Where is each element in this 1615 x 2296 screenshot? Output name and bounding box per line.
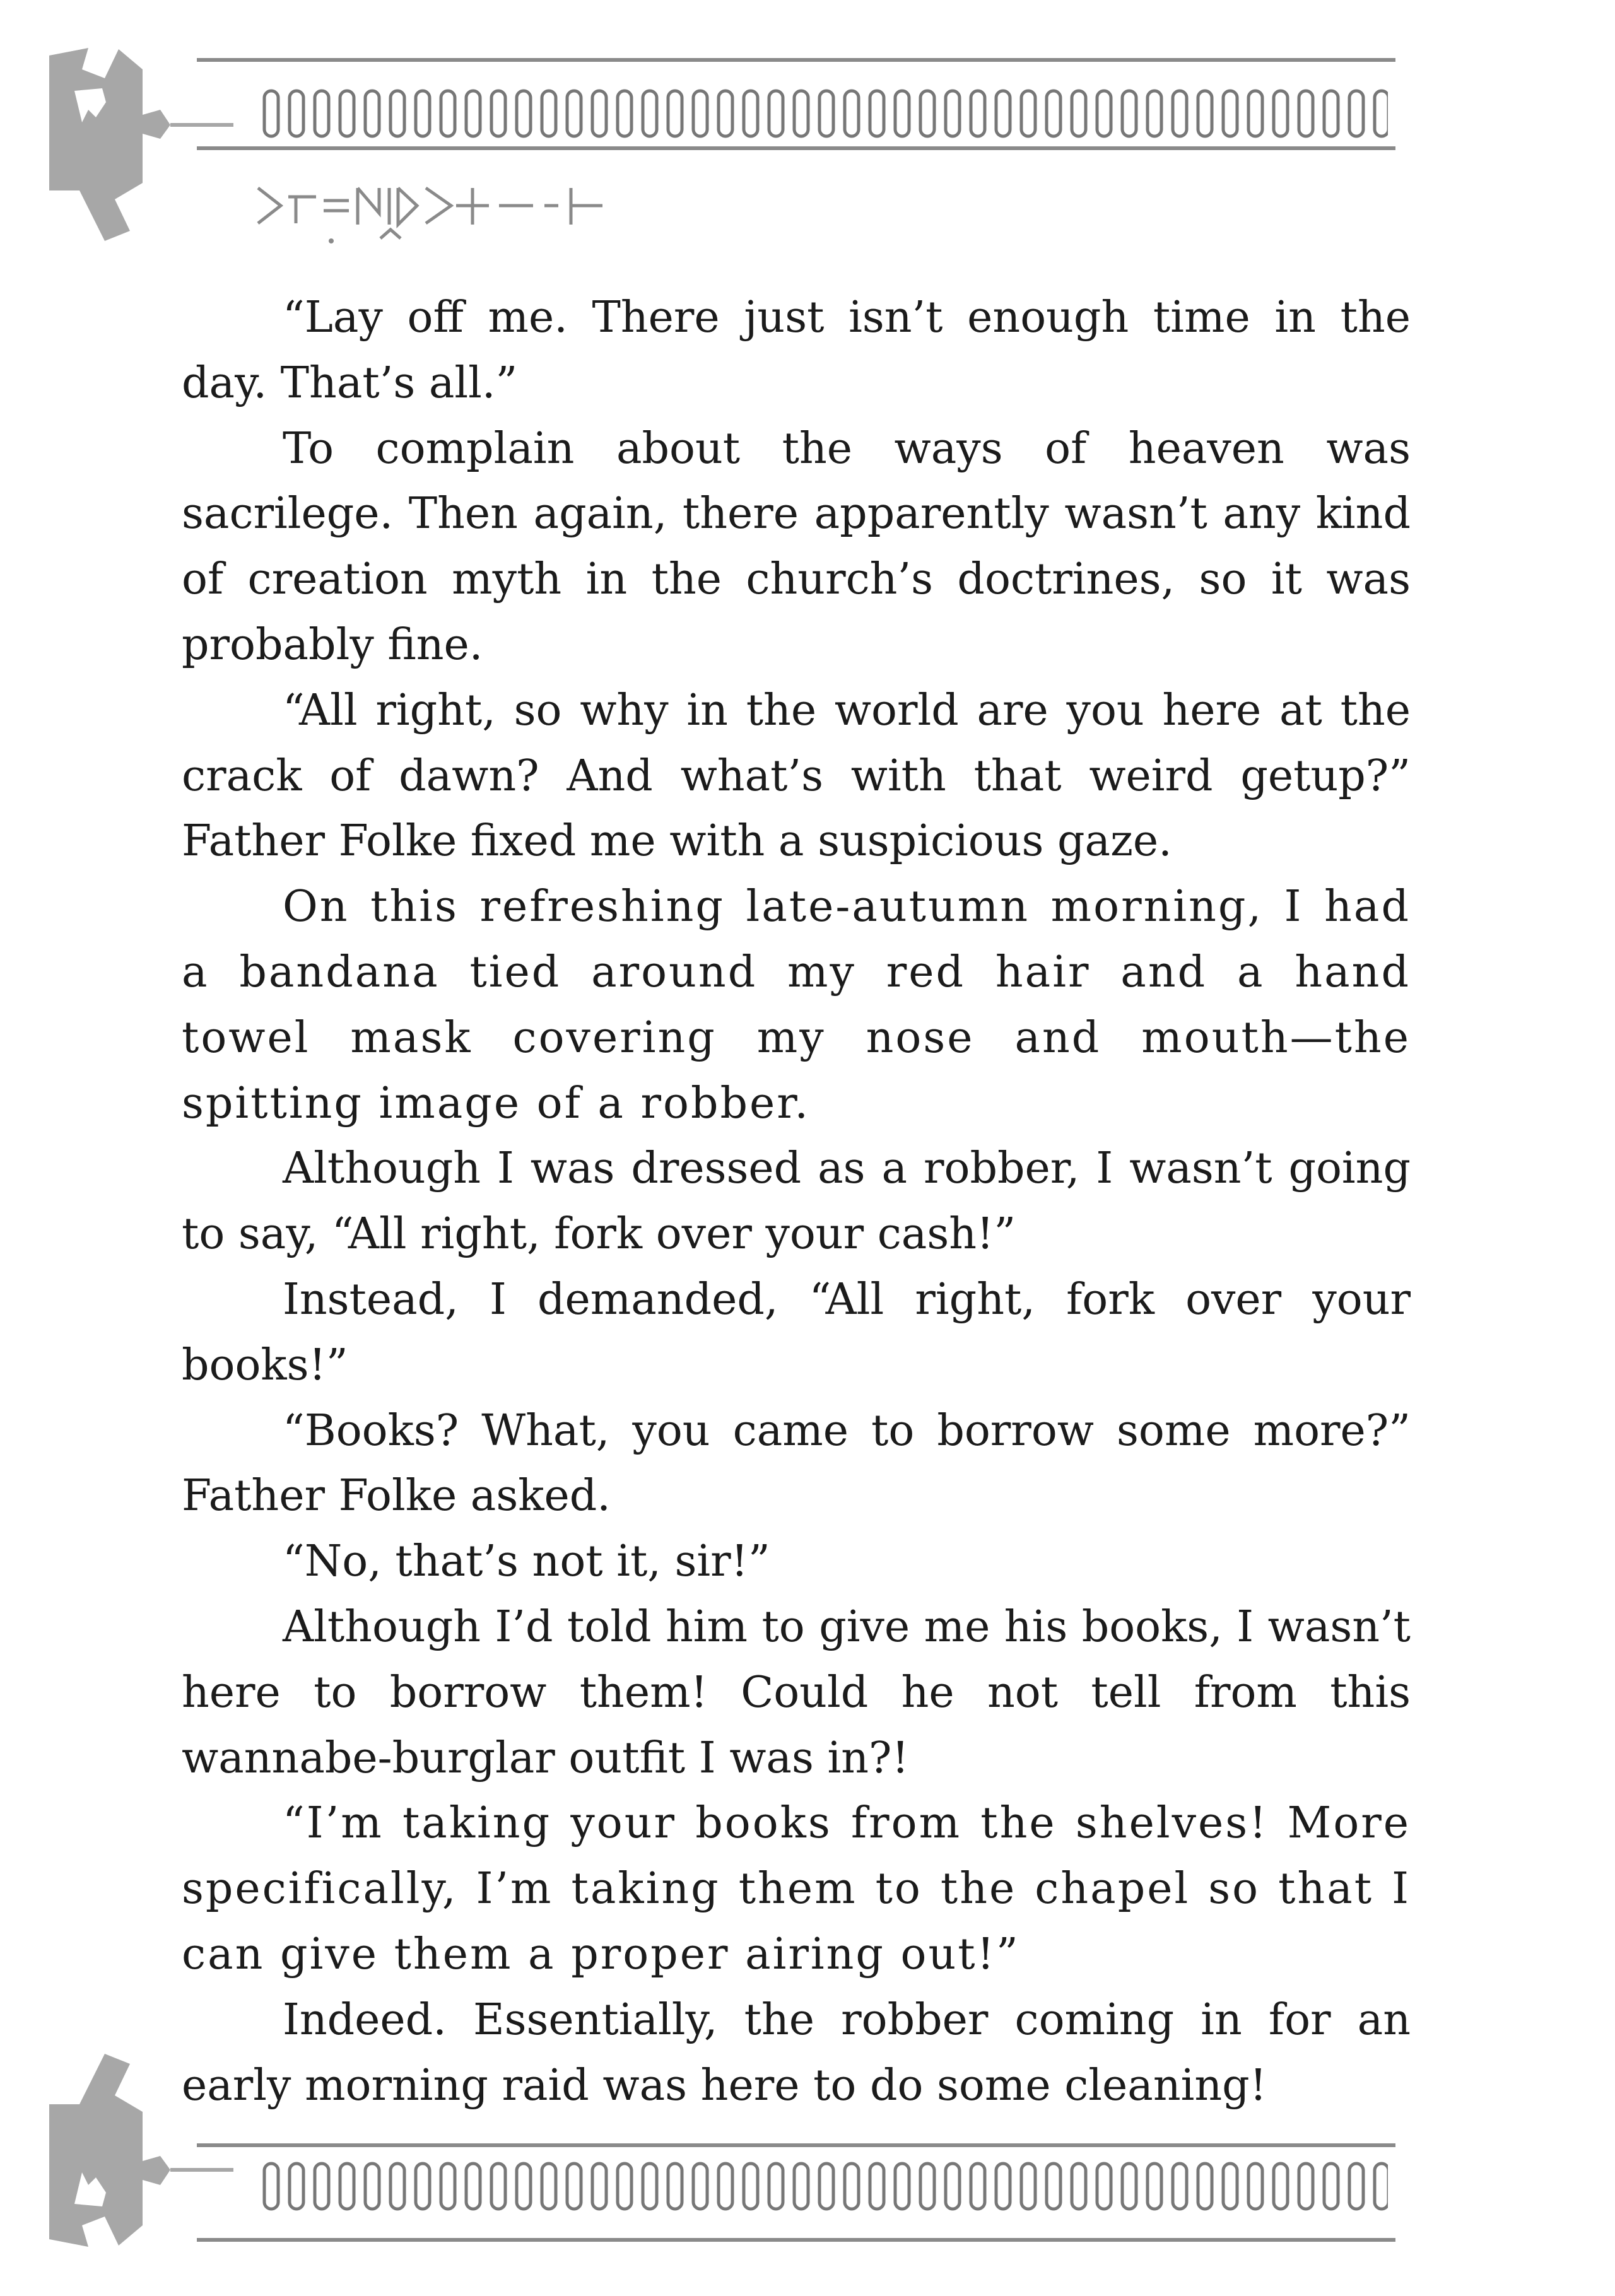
paragraph: “Books? What, you came to borrow some more?” Father Folke asked.: [182, 1405, 1411, 1521]
chain-pattern-band: [259, 85, 1388, 143]
runic-script-band: [255, 175, 710, 246]
paragraph: “Lay off me. There just isn’t enough time in the day. That’s all.”: [182, 293, 1411, 408]
paragraph: “No, that’s not it, sir!”: [283, 1537, 770, 1587]
paragraph: Instead, I demanded, “All right, fork over your books!”: [182, 1274, 1411, 1390]
paragraph: Although I’d told him to give me his books, I wasn’t here to borrow them! Could he not tell from this wannabe-burglar outfit I was in?!: [182, 1602, 1411, 1783]
paragraph: Indeed. Essentially, the robber coming in for an early morning raid was here to do some cleaning!: [182, 1994, 1411, 2111]
paragraph: “I’m taking your books from the shelves! More specifically, I’m taking them to the chapel so that I can give them a proper airing out!”: [182, 1798, 1411, 1979]
header-ornament: [0, 0, 1615, 278]
paragraph: “All right, so why in the world are you here at the crack of dawn? And what’s with that weird getup?” Father Folke fixed me with a suspicious gaze.: [182, 685, 1411, 867]
chain-pattern-band: [259, 2157, 1388, 2215]
compass-shard-icon: [44, 44, 240, 246]
paragraph: To complain about the ways of heaven was sacrilege. Then again, there apparently wasn’t any kind of creation myth in the church’s doctrines, so it was probably fine.: [182, 423, 1411, 670]
footer-ornament: [0, 2037, 1615, 2296]
footer-bottom-rule: [197, 2238, 1395, 2242]
body-text: [182, 285, 1411, 2118]
header-top-rule: [197, 58, 1395, 62]
header-bottom-rule: [197, 146, 1395, 150]
paragraph: Although I was dressed as a robber, I wasn’t going to say, “All right, fork over your cash!”: [182, 1144, 1411, 1260]
footer-top-rule: [197, 2143, 1395, 2147]
compass-shard-icon: [44, 2050, 240, 2252]
paragraph: On this refreshing late-autumn morning, I had a bandana tied around my red hair and a hand towel mask covering my nose and mouth—the spitting image of a robber.: [182, 882, 1411, 1128]
